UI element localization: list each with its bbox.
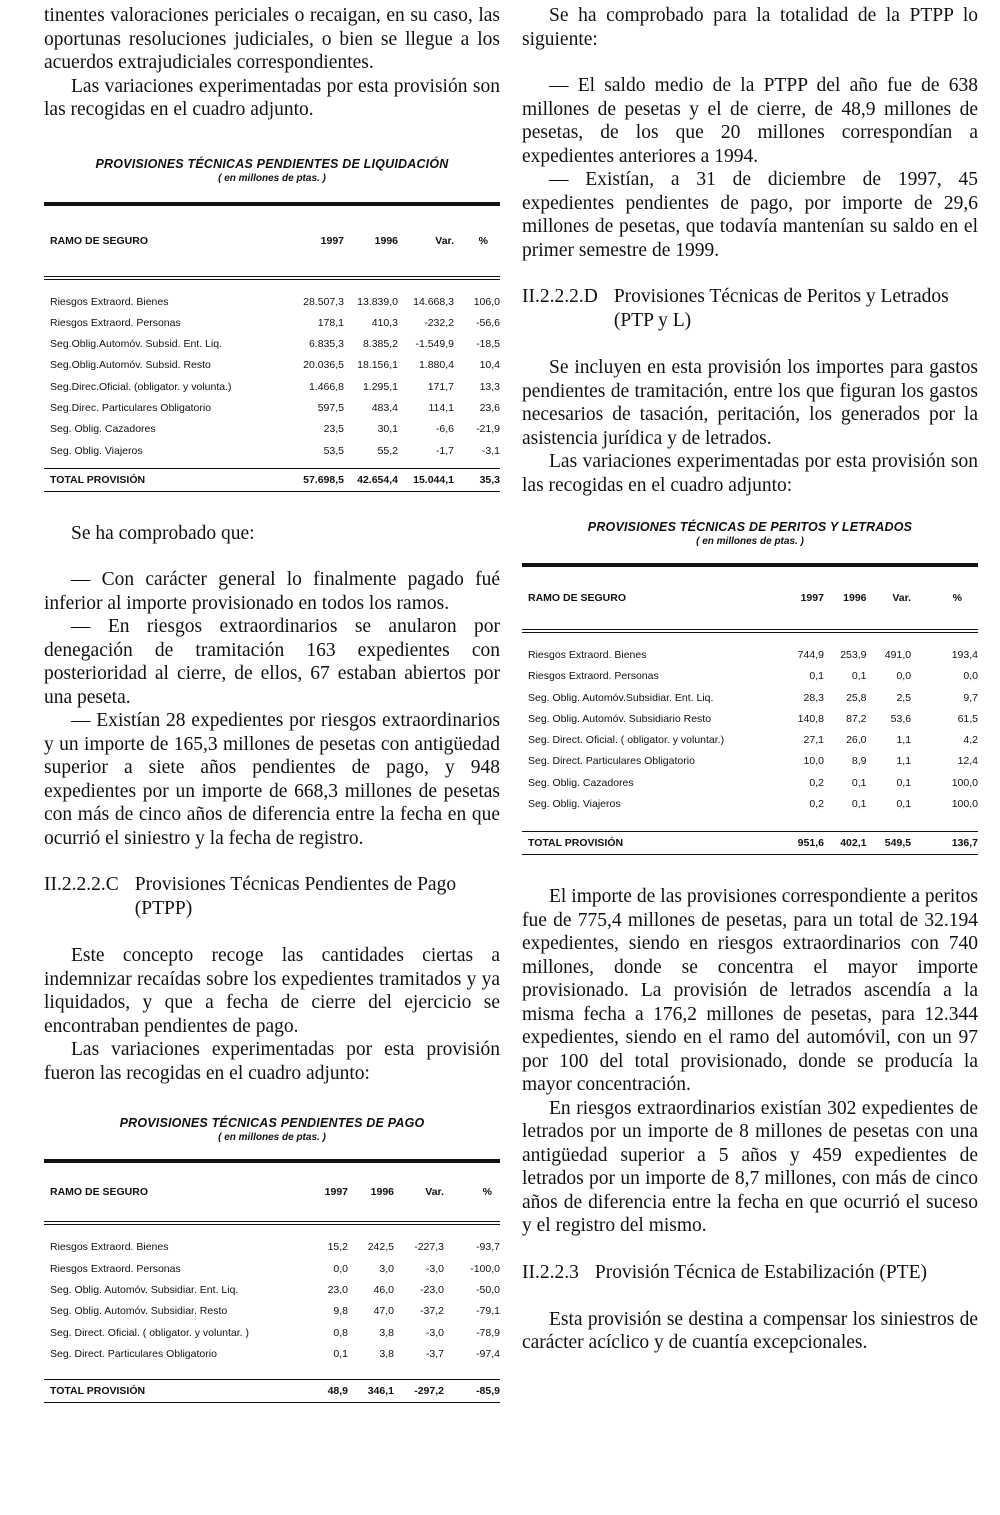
row-value: 106,0 (473, 295, 500, 308)
section-heading-ptpp (44, 873, 500, 921)
table-title: PROVISIONES TÉCNICAS PENDIENTES DE PAGO (119, 1116, 425, 1131)
table-total (44, 469, 500, 491)
row-label: Seg. Oblig. Viajeros (50, 444, 143, 457)
row-value: -1,7 (435, 444, 454, 457)
row-value: 23,0 (327, 1283, 348, 1296)
paragraph: tinentes valoraciones periciales o recaigan, en su caso, las oportunas resoluciones judiciales, o bien se llegue a los acuerdos extrajudiciales correspondientes. (44, 5, 500, 73)
total-var: -297,2 (414, 1385, 444, 1398)
paragraph: Las variaciones experimentadas por esta provisión fueron las recogidas en el cuadro adjunto: (44, 1039, 500, 1084)
table-row (44, 355, 500, 376)
table-row (44, 1280, 500, 1301)
table-unit: ( en millones de ptas. ) (218, 1132, 326, 1144)
table-row (522, 730, 978, 751)
row-label: Seg.Oblig.Automóv. Subsid. Resto (50, 359, 211, 372)
row-value: 9,7 (963, 691, 978, 704)
row-value: 0,1 (851, 670, 867, 683)
total-pct: 35,3 (479, 473, 500, 486)
row-value: -23,0 (420, 1283, 444, 1296)
row-value: 10,4 (479, 359, 500, 372)
section-title: Provisiones Técnicas de Peritos y Letrados (PTP y L) (613, 286, 949, 331)
row-label: Seg. Oblig. Automóv. Subsidiario Resto (528, 712, 712, 725)
row-value: 0,1 (851, 798, 867, 811)
row-value: 0,0 (896, 670, 912, 683)
paragraph: — Existían 28 expedientes por riesgos extraordinarios y un importe de 165,3 millones de pesetas con antigüedad superior a siete años pendientes de pago, y 948 expedientes por un importe de 668,3 millones de pesetas con más de cinco años de diferencia entre la fecha en que ocurrió el siniestro y la fecha de registro. (44, 710, 500, 849)
row-value: 8.385,2 (362, 338, 398, 351)
row-value: 1,1 (896, 734, 912, 747)
row-value: 55,2 (377, 444, 398, 457)
row-value: -18,5 (476, 338, 500, 351)
row-value: -100,0 (470, 1262, 500, 1275)
row-value: 23,5 (323, 423, 344, 436)
section-title: Provisiones Técnicas Pendientes de Pago (PTPP) (134, 874, 457, 920)
paragraph: — Existían, a 31 de diciembre de 1997, 45 expedientes pendientes de pago, por importe de 29,6 millones de pesetas, que todavía mantenían su saldo en el primer semestre de 1999. (522, 169, 978, 261)
table-row (44, 292, 500, 313)
row-label: Seg.Direc.Oficial. (obligator. y volunta.) (50, 380, 232, 393)
row-value: 1.880,4 (418, 359, 454, 372)
table-row (44, 377, 500, 398)
row-value: 12,4 (957, 755, 978, 768)
row-value: -1.549,9 (415, 338, 454, 351)
paragraph: Las variaciones experimentadas por esta provisión son las recogidas en el cuadro adjunto. (44, 75, 500, 120)
row-value: 0,2 (809, 776, 824, 789)
row-value: 9,8 (333, 1305, 348, 1318)
row-value: -56,6 (476, 316, 500, 329)
row-value: 744,9 (797, 649, 824, 661)
row-label: Seg. Oblig. Automóv. Subsidiar. Ent. Liq. (50, 1283, 239, 1296)
row-label: Seg. Oblig. Automóv. Subsidiar. Resto (50, 1305, 228, 1318)
row-value: -97,4 (476, 1347, 500, 1360)
row-label: Riesgos Extraord. Personas (528, 670, 659, 683)
row-value: 410,3 (371, 316, 398, 329)
header-ramo: RAMO DE SEGURO (50, 234, 149, 247)
total-1997: 951,6 (797, 837, 824, 850)
total-var: 549,5 (884, 837, 912, 850)
total-1996: 346,1 (367, 1385, 394, 1398)
row-label: Seg.Oblig.Automóv. Subsid. Ent. Liq. (50, 338, 222, 351)
row-value: 46,0 (373, 1283, 394, 1296)
row-value: 100,0 (951, 776, 978, 789)
table-total (44, 1380, 500, 1402)
section-heading-pte (522, 1261, 978, 1285)
row-value: 13.839,0 (357, 295, 398, 308)
table-total-row (44, 1380, 500, 1402)
row-value: 30,1 (377, 423, 398, 436)
row-value: 0,1 (809, 670, 824, 683)
row-value: -3,0 (425, 1326, 444, 1339)
row-label: Seg. Oblig. Cazadores (528, 776, 634, 789)
row-value: 53,6 (890, 712, 912, 725)
row-value: 1,1 (896, 755, 912, 768)
paragraph: En riesgos extraordinarios existían 302 expedientes de letrados por un importe de 8 millones de pesetas con una antigüedad superior a 5 años y 459 expedientes de letrados por un importe de 8,7 millones, con más de cinco años de diferencia entre la fecha en que ocurrió el suceso y el registro del mismo. (522, 1097, 978, 1237)
row-value: 597,5 (317, 401, 344, 414)
row-value: -6,6 (435, 423, 454, 436)
header-var: Var. (425, 1186, 444, 1199)
row-label: Riesgos Extraord. Bienes (50, 295, 169, 308)
paragraph: Este concepto recoge las cantidades ciertas a indemnizar recaídas sobre los expedientes tramitados y ya liquidados, y que a fecha de cierre del ejercicio se encontraban pendientes de pago. (44, 945, 500, 1037)
row-value: 0,1 (333, 1347, 348, 1360)
paragraph: — El saldo medio de la PTPP del año fue de 638 millones de pesetas y el de cierre, de 48,9 millones de pesetas, de los que 20 millones correspondían a expedientes anteriores a 1994. (522, 75, 978, 167)
row-label: Riesgos Extraord. Bienes (50, 1241, 169, 1254)
row-value: 13,3 (479, 380, 500, 393)
row-value: 100,0 (951, 798, 978, 811)
row-value: 6.835,3 (308, 338, 344, 351)
table-rows (522, 645, 978, 815)
table-title: PROVISIONES TÉCNICAS DE PERITOS Y LETRADOS (587, 520, 913, 534)
header-1997: 1997 (320, 234, 344, 247)
row-value: 1.466,8 (308, 380, 344, 393)
total-1996: 42.654,4 (357, 473, 398, 486)
row-value: 140,8 (797, 712, 824, 725)
section-number: II.2.2.2.D (522, 286, 598, 307)
table-row (44, 1301, 500, 1322)
paragraph: Se incluyen en esta provisión los importes para gastos pendientes de tramitación, entre los que figuran los gastos necesarios de tasación, peritación, los generados por la asistencia jurídica y de letrados. (522, 357, 978, 449)
header-1997: 1997 (324, 1186, 348, 1199)
row-value: -21,9 (476, 423, 500, 436)
header-1996: 1996 (843, 592, 867, 604)
paragraph: Esta provisión se destina a compensar los siniestros de carácter acíclico y de cuantía excepcionales. (522, 1308, 978, 1354)
table-title: PROVISIONES TÉCNICAS PENDIENTES DE LIQUIDACIÓN (95, 156, 449, 171)
table-row (44, 1323, 500, 1344)
row-value: 87,2 (846, 712, 867, 725)
table-unit: ( en millones de ptas. ) (218, 172, 326, 184)
table-row (44, 313, 500, 334)
row-label: Seg. Direct. Particulares Obligatorio (50, 1347, 217, 1360)
row-value: 25,8 (846, 691, 867, 704)
header-ramo: RAMO DE SEGURO (528, 592, 627, 604)
total-label: TOTAL PROVISIÓN (50, 473, 146, 486)
paragraph: El importe de las provisiones correspondiente a peritos fue de 775,4 millones de pesetas, para un total de 32.194 expedientes, siendo en riesgos extraordinarios con 740 millones, donde se concentra el mayor importe provisionado. La provisión de letrados ascendía a la misma fecha a 176,2 millones de pesetas, para 12.344 expedientes, siendo en el ramo del automóvil, con un 97 por 100 del total provisionado, donde se producía la mayor concentración. (522, 886, 978, 1096)
table-row (44, 1344, 500, 1365)
table-pendientes-liquidacion (44, 156, 500, 492)
paragraph: Las variaciones experimentadas por esta provisión son las recogidas en el cuadro adjunto: (522, 451, 978, 496)
table-row (522, 709, 978, 730)
table-row (522, 645, 978, 666)
row-value: 0,0 (963, 670, 978, 683)
table-row (522, 751, 978, 772)
row-value: 18.156,1 (357, 359, 398, 372)
total-1996: 402,1 (840, 837, 867, 850)
row-label: Seg. Oblig. Viajeros (528, 798, 621, 811)
row-value: 4,2 (963, 734, 978, 747)
right-column (522, 4, 978, 1355)
table-pendientes-pago (44, 1115, 500, 1403)
row-value: 114,1 (428, 401, 454, 414)
row-value: 0,1 (896, 776, 912, 789)
row-label: Seg. Direct. Oficial. ( obligator. y voluntar. ) (50, 1326, 249, 1339)
table-header-row (44, 206, 500, 276)
table-row (44, 334, 500, 355)
paragraph: Se ha comprobado que: (71, 522, 255, 544)
row-value: -232,2 (424, 316, 454, 329)
header-1996: 1996 (374, 234, 398, 247)
row-value: -3,1 (481, 444, 500, 457)
row-label: Riesgos Extraord. Bienes (528, 649, 647, 661)
paragraph: Se ha comprobado para la totalidad de la PTPP lo siguiente: (522, 5, 978, 50)
row-value: 47,0 (373, 1305, 394, 1318)
row-value: 3,8 (379, 1326, 394, 1339)
table-total-row (44, 469, 500, 491)
row-value: 242,5 (367, 1241, 394, 1254)
row-value: 10,0 (803, 755, 824, 768)
row-value: 53,5 (323, 444, 344, 457)
row-value: -93,7 (476, 1241, 500, 1254)
row-value: 178,1 (317, 316, 344, 329)
row-value: 491,0 (884, 649, 912, 661)
row-value: 2,5 (896, 691, 912, 704)
total-1997: 57.698,5 (303, 473, 344, 486)
total-pct: -85,9 (476, 1385, 500, 1398)
row-value: 23,6 (479, 401, 500, 414)
row-value: 0,1 (851, 776, 867, 789)
header-1997: 1997 (800, 592, 824, 604)
row-value: 171,7 (427, 380, 454, 393)
table-rows (44, 1237, 500, 1365)
section-number: II.2.2.3 (522, 1261, 579, 1283)
row-value: 3,0 (379, 1262, 394, 1275)
row-label: Riesgos Extraord. Personas (50, 316, 181, 329)
table-rows (44, 292, 500, 462)
row-value: 26,0 (846, 734, 867, 747)
row-value: -79,1 (476, 1305, 500, 1318)
row-value: 8,9 (851, 755, 867, 768)
row-label: Riesgos Extraord. Personas (50, 1262, 181, 1275)
row-value: 61,5 (957, 712, 978, 725)
row-value: -3,0 (425, 1262, 444, 1275)
row-value: -3,7 (425, 1347, 444, 1360)
row-value: -78,9 (476, 1326, 500, 1339)
table-row (522, 688, 978, 709)
paragraph: — En riesgos extraordinarios se anularon por denegación de tramitación 163 expedientes con posterioridad al cierre, de ellos, 67 estaban abiertos por una peseta. (44, 616, 500, 708)
table-row (522, 666, 978, 687)
table-total (522, 832, 978, 854)
row-label: Seg. Direct. Particulares Obligatorio (528, 755, 695, 768)
header-ramo: RAMO DE SEGURO (50, 1186, 149, 1199)
table-row (522, 794, 978, 815)
header-var: Var. (435, 234, 454, 247)
header-pct: % (482, 1186, 492, 1199)
header-pct: % (478, 234, 488, 247)
row-value: -37,2 (420, 1305, 444, 1318)
row-value: 483,4 (371, 401, 398, 414)
table-unit: ( en millones de ptas. ) (696, 536, 804, 547)
section-title: Provisión Técnica de Estabilización (PTE) (594, 1261, 928, 1283)
row-value: 14.668,3 (413, 295, 454, 308)
row-label: Seg. Direct. Oficial. ( obligator. y voluntar.) (528, 734, 725, 747)
section-number: II.2.2.2.C (44, 874, 119, 896)
total-var: 15.044,1 (413, 473, 454, 486)
row-value: 28,3 (803, 691, 824, 704)
row-value: 193,4 (951, 649, 978, 661)
table-peritos-letrados (522, 519, 978, 855)
table-header-row (522, 567, 978, 629)
header-var: Var. (892, 592, 912, 604)
table-row (44, 441, 500, 462)
row-value: 3,8 (379, 1347, 394, 1360)
section-heading-ptpyl (522, 285, 978, 333)
row-value: 20.036,5 (303, 359, 344, 372)
row-value: 15,2 (327, 1241, 348, 1254)
row-value: 28.507,3 (303, 295, 344, 308)
left-column (44, 4, 500, 1403)
table-row (44, 1259, 500, 1280)
total-label: TOTAL PROVISIÓN (50, 1385, 146, 1398)
table-row (44, 1237, 500, 1258)
row-value: 27,1 (803, 734, 824, 747)
paragraph: — Con carácter general lo finalmente pagado fué inferior al importe provisionado en todos los ramos. (44, 569, 500, 614)
total-pct: 136,7 (951, 837, 978, 850)
table-body (44, 206, 500, 276)
row-value: 1.295,1 (362, 380, 398, 393)
total-label: TOTAL PROVISIÓN (528, 837, 624, 850)
row-value: 0,2 (809, 798, 824, 811)
row-value: 253,9 (840, 649, 867, 661)
row-value: 0,1 (896, 798, 912, 811)
row-label: Seg. Oblig. Cazadores (50, 423, 156, 436)
row-value: -227,3 (414, 1241, 444, 1254)
row-label: Seg.Direc. Particulares Obligatorio (50, 401, 212, 414)
table-body (522, 567, 978, 629)
table-row (522, 773, 978, 794)
table-rule (44, 1402, 500, 1403)
row-value: 0,8 (333, 1326, 348, 1339)
header-pct: % (952, 592, 962, 604)
table-row (44, 398, 500, 419)
table-header-row (44, 1163, 500, 1221)
table-total-row (522, 832, 978, 854)
header-1996: 1996 (370, 1186, 394, 1199)
total-1997: 48,9 (327, 1385, 348, 1398)
table-body (44, 1163, 500, 1221)
row-value: 0,0 (333, 1262, 348, 1275)
row-value: -50,0 (476, 1283, 500, 1296)
table-row (44, 419, 500, 440)
row-label: Seg. Oblig. Automóv.Subsidiar. Ent. Liq. (528, 691, 714, 704)
